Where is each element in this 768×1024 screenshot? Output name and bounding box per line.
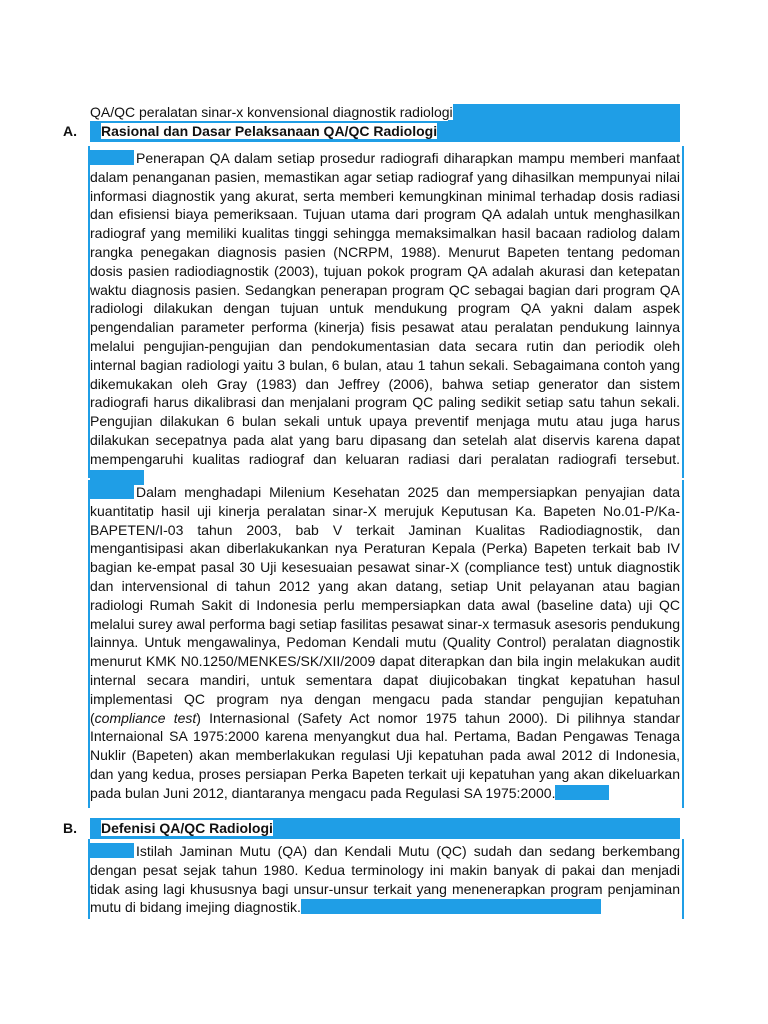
para-b1-text: Istilah Jaminan Mutu (QA) dan Kendali Mutu (QC) sudah dan sedang berkembang dengan pesat sejak tahun 1980. Kedua terminology ini makin banyak di pakai dan menjadi tidak asing lagi khususnya bagi unsur-unsur terkait yang menenerapkan program penjaminan mutu di bidang imejing diagnostik. (90, 843, 680, 916)
section-b-title: Defenisi QA/QC Radiologi (101, 820, 273, 836)
tail-marker (301, 899, 601, 914)
indent-marker (90, 150, 134, 165)
document-title (90, 103, 680, 121)
section-a-paragraph-2 (90, 483, 680, 803)
indent-marker (90, 843, 134, 858)
section-a-paragraph-1 (90, 149, 680, 487)
section-a-title: Rasional dan Dasar Pelaksanaan QA/QC Radiologi (101, 123, 438, 139)
section-b-heading (63, 818, 273, 838)
para-a2-text-cont: ) Internasional (Safety Act nomor 1975 tahun 2000). Di pilihnya standar Internaional SA 1975:2000 karena menyangkut dua hal. Pertama, Badan Pengawas Tenaga Nuklir (Bapeten) akan memberlakukan regulasi Uji kepatuhan pada awal 2012 di Indonesia, dan yang kedua, proses persiapan Perka Bapeten terkait uji kepatuhan yang akan dikeluarkan pada bulan Juni 2012, diantaranya mengacu pada Regulasi SA 1975:2000. (90, 709, 680, 801)
tail-marker (555, 785, 609, 800)
section-b-paragraph-1 (90, 842, 680, 917)
document-title-text: QA/QC peralatan sinar-x konvensional diagnostik radiologi (90, 104, 453, 120)
para-a1-text: Penerapan QA dalam setiap prosedur radiografi diharapkan mampu memberi manfaat dalam penanganan pasien, memastikan agar setiap radiograf yang dihasilkan mempunyai nilai informasi diagnostik yang akurat, serta memberi kemungkinan minimal terhadap dosis radiasi dan efisiensi biaya pemeriksaan. Tujuan utama dari program QA adalah untuk menghasilkan radiograf yang memiliki kualitas tinggi sehingga memaksimalkan hasil bacaan radiolog dalam rangka penegakan diagnosis pasien (NCRPM, 1988). Menurut Bapeten tentang pedoman dosis pasien radiodiagnostik (2003), tujuan pokok program QA adalah akurasi dan ketepatan waktu diagnosis pasien. Sedangkan penerapan program QC sebagai bagian dari program QA radiologi dilakukan dengan tujuan untuk mendukung program QA yakni dalam aspek pengendalian parameter performa (kinerja) fisis pesawat atau peralatan pendukung lainnya melalui pengujian-pengujian dan pendokumentasian data secara rutin dan periodik oleh internal bagian radiologi yaitu 3 bulan, 6 bulan, atau 1 tahun sekali. Sebagaimana contoh yang dikemukakan oleh Gray (1983) dan Jeffrey (2006), bahwa setiap generator dan sistem radiografi harus dikalibrasi dan menjalani program QC paling sedikit setiap satu tahun sekali. Pengujian dilakukan 6 bulan sekali untuk upaya preventif menjaga mutu atau juga harus dilakukan secepatnya pada alat yang baru dipasang dan setelah alat diservis karena dapat mempengaruhi kualitas radiograf dan keluaran radiasi dari peralatan radiografi tersebut. (90, 150, 680, 467)
indent-marker (90, 484, 134, 499)
para-a2-text: Dalam menghadapi Milenium Kesehatan 2025 dan mempersiapkan penyajian data kuantitatip hasil uji kinerja peralatan sinar-X merujuk Keputusan Ka. Bapeten No.01-P/Ka-BAPETEN/I-03 tahun 2003, bab V terkait Jaminan Kualitas Radiodiagnostik, dan mengantisipasi akan diberlakukankan nya Peraturan Kepala (Perka) Bapeten terkait bab IV bagian ke-empat pasal 30 Uji kesesuaian pesawat sinar-X (compliance test) untuk diagnostik dan intervensional di tahun 2012 yang akan datang, setiap Unit pelayanan atau bagian radiologi Rumah Sakit di Indonesia perlu mempersiapkan data awal (baseline data) uji QC melalui surey awal performa bagi setiap fasilitas pesawat sinar-x termasuk asesoris pendukung lainnya. Untuk mengawalinya, Pedoman Kendali mutu (Quality Control) peralatan diagnostik menurut KMK N0.1250/MENKES/SK/XII/2009 dapat diterapkan dan bila ingin melakukan audit internal secara mandiri, untuk sementara dapat diujicobakan tingkat kepatuhan hasul implementasi QC program nya dengan mengacu pada standar pengujian kepatuhan ( (90, 484, 680, 726)
section-a-letter: A. (63, 123, 77, 139)
section-b-letter: B. (63, 820, 77, 836)
para-a2-italic: compliance test (94, 709, 197, 726)
section-a-heading (63, 121, 437, 141)
